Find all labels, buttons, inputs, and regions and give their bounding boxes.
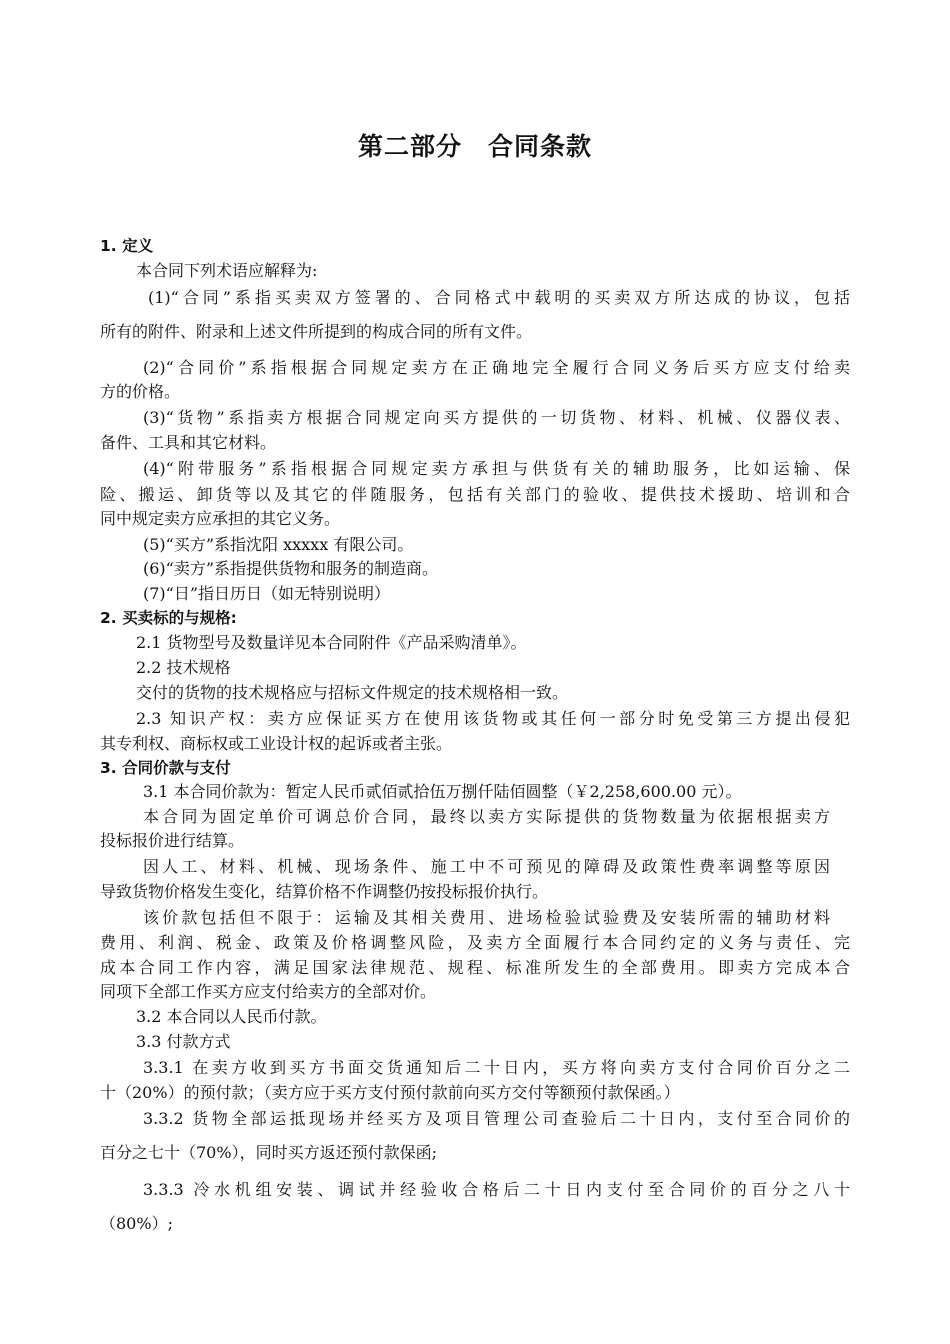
paragraph: 百分之七十（70%），同时买方返还预付款保函; (100, 1143, 437, 1162)
page-title: 第二部分 合同条款 (357, 132, 592, 161)
section-heading-price-payment: 3. 合同价款与支付 (100, 759, 231, 777)
paragraph: 3.3.1 在卖方收到买方书面交货通知后二十日内，买方将向卖方支付合同价百分之二 (143, 1058, 850, 1077)
paragraph: 备件、工具和其它材料。 (100, 433, 277, 452)
paragraph: 其专利权、商标权或工业设计权的起诉或者主张。 (100, 734, 453, 753)
paragraph: 本合同下列术语应解释为: (136, 261, 318, 280)
paragraph: 因人工、材料、机械、现场条件、施工中不可预见的障碍及政策性费率调整等原因 (143, 857, 830, 876)
paragraph: 导致货物价格发生变化，结算价格不作调整仍按投标报价执行。 (100, 882, 549, 901)
paragraph: (4)“附带服务”系指根据合同规定卖方承担与供货有关的辅助服务，比如运输、保 (143, 459, 850, 478)
paragraph: (2)“合同价”系指根据合同规定卖方在正确地完全履行合同义务后买方应支付给卖 (143, 358, 850, 377)
paragraph: 3.2 本合同以人民币付款。 (136, 1007, 327, 1026)
paragraph: 投标报价进行结算。 (100, 831, 245, 850)
paragraph: 2.1 货物型号及数量详见本合同附件《产品采购清单》。 (136, 633, 527, 652)
paragraph: 3.3 付款方式 (136, 1032, 231, 1051)
paragraph: 十（20%）的预付款；（卖方应于买方支付预付款前向买方交付等额预付款保函。） (100, 1083, 680, 1102)
paragraph: 方的价格。 (100, 382, 181, 401)
paragraph: 费用、利润、税金、政策及价格调整风险，及卖方全面履行本合同约定的义务与责任、完 (100, 933, 850, 952)
paragraph: 交付的货物的技术规格应与招标文件规定的技术规格相一致。 (136, 683, 569, 702)
paragraph: (7)“日”指日历日（如无特别说明） (143, 584, 391, 603)
paragraph: 本合同为固定单价可调总价合同，最终以卖方实际提供的货物数量为依据根据卖方 (143, 807, 830, 826)
paragraph: (3)“货物”系指卖方根据合同规定向买方提供的一切货物、材料、机械、仪器仪表、 (143, 408, 850, 427)
paragraph: （80%）; (100, 1214, 173, 1233)
paragraph: 3.3.3 冷水机组安装、调试并经验收合格后二十日内支付至合同价的百分之八十 (143, 1180, 850, 1199)
paragraph: 2.2 技术规格 (136, 658, 231, 677)
paragraph: 成本合同工作内容，满足国家法律规范、规程、标准所发生的全部费用。即卖方完成本合 (100, 958, 850, 977)
paragraph: 3.1 本合同价款为：暂定人民币贰佰贰拾伍万捌仟陆佰圆整（￥2,258,600.00 元）。 (143, 782, 742, 801)
section-heading-definitions: 1. 定义 (100, 237, 154, 255)
paragraph: 险、搬运、卸货等以及其它的伴随服务，包括有关部门的验收、提供技术援助、培训和合 (100, 485, 850, 504)
paragraph: 同项下全部工作买方应支付给卖方的全部对价。 (100, 982, 437, 1001)
paragraph: (6)“卖方”系指提供货物和服务的制造商。 (143, 559, 439, 578)
paragraph: 所有的附件、附录和上述文件所提到的构成合同的所有文件。 (100, 322, 533, 341)
section-heading-subject: 2. 买卖标的与规格: (100, 609, 237, 627)
paragraph: 同中规定卖方应承担的其它义务。 (100, 509, 341, 528)
paragraph: 2.3 知识产权：卖方应保证买方在使用该货物或其任何一部分时免受第三方提出侵犯 (136, 709, 850, 728)
paragraph: 该价款包括但不限于：运输及其相关费用、进场检验试验费及安装所需的辅助材料 (143, 908, 830, 927)
paragraph: 3.3.2 货物全部运抵现场并经买方及项目管理公司查验后二十日内，支付至合同价的 (143, 1109, 850, 1128)
paragraph: (5)“买方”系指沈阳 xxxxx 有限公司。 (143, 535, 414, 554)
paragraph: (1)“合同”系指买卖双方签署的、合同格式中载明的买卖双方所达成的协议，包括 (148, 288, 850, 307)
